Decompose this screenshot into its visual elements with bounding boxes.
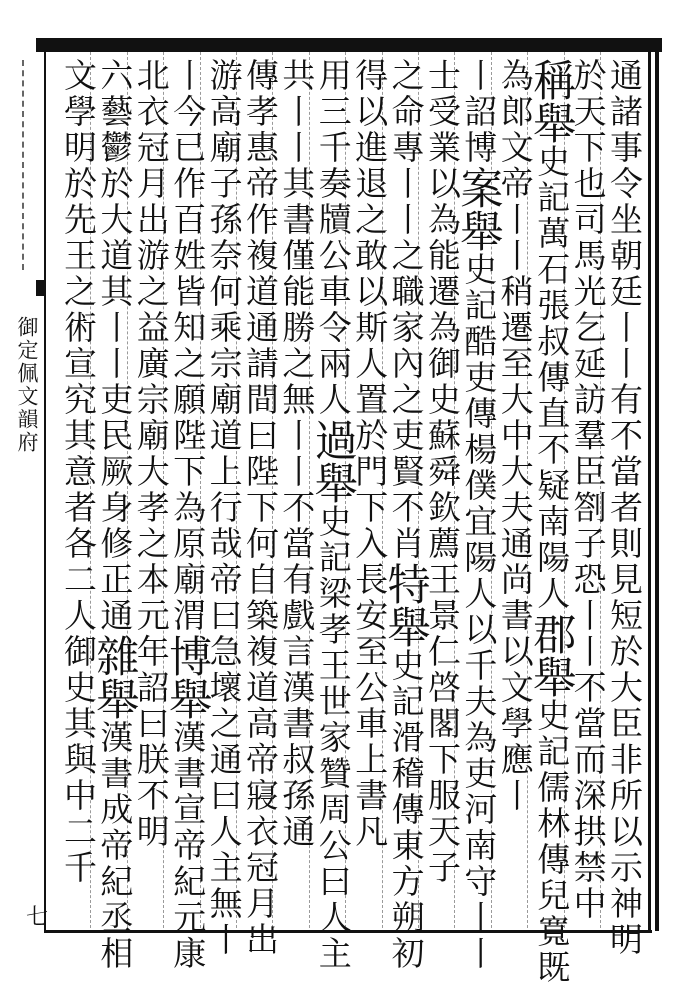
text-segment: 元年詔曰朕不明 bbox=[131, 598, 171, 850]
text-segment: 共丨丨其書僅能勝之 bbox=[277, 58, 317, 382]
binding-edge-marks bbox=[22, 60, 36, 270]
top-border-rule bbox=[36, 38, 662, 52]
text-segment: 於天下也司馬光乞延訪羣臣劄子恐丨丨不當而深拱禁中 bbox=[568, 58, 608, 922]
text-segment: 為郎文帝丨丨稍遷至大中大夫 bbox=[495, 58, 535, 526]
text-segment: 史記滑稽傳東方朔初 bbox=[386, 648, 426, 972]
entry-heading: 博舉 bbox=[162, 634, 213, 720]
entry-heading: 雜舉 bbox=[89, 634, 140, 720]
text-segment: 無丨丨不當有戲言漢書叔孫通 bbox=[277, 382, 317, 850]
entry-heading: 案舉 bbox=[453, 166, 504, 252]
text-segment: 通諸事令坐朝廷丨丨有不當者則見短於大臣非所以示神明 bbox=[605, 58, 644, 958]
text-segment: 入長安至公車上書凡 bbox=[350, 526, 390, 850]
entry-heading: 過舉 bbox=[307, 418, 358, 504]
text-segment: 丨詔博 bbox=[459, 58, 499, 166]
text-segment: 以為能遷為御史蘇舜欽薦王景仁啓閣下服天子 bbox=[423, 166, 462, 886]
left-border-rule bbox=[44, 52, 46, 932]
text-segment: 用三千奏牘公車令兩人 bbox=[313, 58, 353, 418]
margin-book-title: 御定佩文韻府 bbox=[15, 316, 39, 454]
text-segment: 得以進退之敢以斯人置於門下 bbox=[350, 58, 390, 526]
text-segment: 丨今已作百姓皆知之願陛下為原廟渭 bbox=[168, 58, 208, 634]
text-segment: 士受業 bbox=[423, 58, 462, 166]
text-segment: 史記萬石張叔傳直不疑南陽人 bbox=[532, 144, 572, 612]
right-outer-rule bbox=[655, 38, 659, 931]
text-segment: 漢書宣帝紀元康 bbox=[168, 720, 208, 972]
text-segment: 之命專丨丨之職家內之吏賢不肖 bbox=[386, 58, 426, 562]
text-segment: 北衣冠月出游之益廣宗廟大孝之本 bbox=[131, 58, 171, 598]
text-segment: 游高廟子孫奈何乘宗廟道上行哉帝曰急壞之通曰人主無丨 bbox=[204, 58, 244, 958]
page-number: 七 bbox=[26, 905, 49, 930]
text-segment: 御史其與中二千 bbox=[59, 634, 98, 886]
entry-heading: 郡舉 bbox=[526, 612, 577, 698]
text-segment: 史記儒林傳兒寬既 bbox=[532, 698, 572, 986]
text-segment: 史記梁孝王世家贊周公曰人主 bbox=[313, 504, 353, 972]
text-column bbox=[56, 58, 100, 886]
text-segment: 通尚書以文學應丨 bbox=[495, 526, 535, 814]
text-segment: 漢書成帝紀丞相 bbox=[95, 720, 135, 972]
entry-heading: 稱舉 bbox=[526, 58, 577, 144]
text-segment: 傳孝惠帝作複道通請間曰陛下何自築複道高帝寢衣冠月出 bbox=[241, 58, 280, 958]
entry-heading: 特舉 bbox=[380, 562, 431, 648]
text-segment: 文學明於先王之術宣究其意者各二人 bbox=[59, 58, 98, 634]
right-border-rule bbox=[648, 38, 651, 931]
text-segment: 史記酷吏傳楊僕宜陽人以千夫為吏河南守丨丨 bbox=[459, 252, 499, 972]
fish-tail-mark bbox=[36, 280, 44, 296]
text-segment: 六藝鬱於大道其丨丨吏民厥身修正通 bbox=[95, 58, 135, 634]
